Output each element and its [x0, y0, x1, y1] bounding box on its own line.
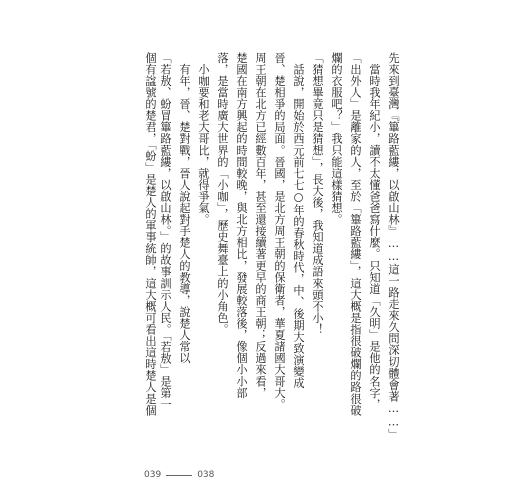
- page-folio: [144, 470, 214, 480]
- folio-divider: [166, 475, 192, 476]
- text-column-3: 「出外人」是離家的人，至於「篳路藍縷」，這大概是指很破爛的路很破: [349, 52, 362, 416]
- vertical-text-body: [144, 52, 400, 444]
- text-column-5: 「猜想畢竟只是猜想」，長大後，我知道成語來頭不小！: [311, 52, 324, 336]
- text-column-4: 爛的衣服吧？」我只能這樣猜想。: [330, 52, 343, 226]
- text-column-2: 當時我年紀小，讀不太懂爸爸寫什麼。只知道「久明」是他的名字，: [368, 52, 381, 411]
- text-column-14: 個有諡號的楚君，「蚡」是楚人的軍事統帥，這大概可看出這時楚人是個: [144, 52, 157, 416]
- text-column-8: 周王朝在北方已經數百年，甚至還接續著更早的商王朝；反過來看，: [254, 52, 267, 399]
- text-column-7: 晉、楚相爭的局面。晉國，是北方周王朝的保衛者，華夏諸國大哥大。: [273, 52, 286, 411]
- page-number-right: 038: [197, 470, 215, 480]
- text-column-12: 有年，晉、楚對戰，晉人說起對手楚人的教導，說楚人常以: [178, 52, 191, 364]
- text-column-11: 小咖要和老大哥比，就得爭氣。: [197, 52, 210, 226]
- page-number-left: 039: [144, 470, 162, 480]
- text-column-1: 先來到臺灣『篳路藍縷，以啟山林』……這一路走來久問深切體會著……」: [387, 52, 400, 441]
- text-column-9: 楚國在南方興起的時間較晚，與北方相比，發展較落後，像個小小部: [235, 52, 248, 399]
- text-column-6: 話說，開始於西元前七七○年的春秋時代，中、後期大致演變成: [292, 52, 305, 389]
- text-column-10: 落，是當時廣大世界的「小咖」，歷史舞臺上的小角色。: [216, 52, 229, 336]
- text-column-13: 「若敖、蚡冒篳路藍縷，以啟山林。」的故事訓示人民。「若敖」是第一: [159, 52, 172, 411]
